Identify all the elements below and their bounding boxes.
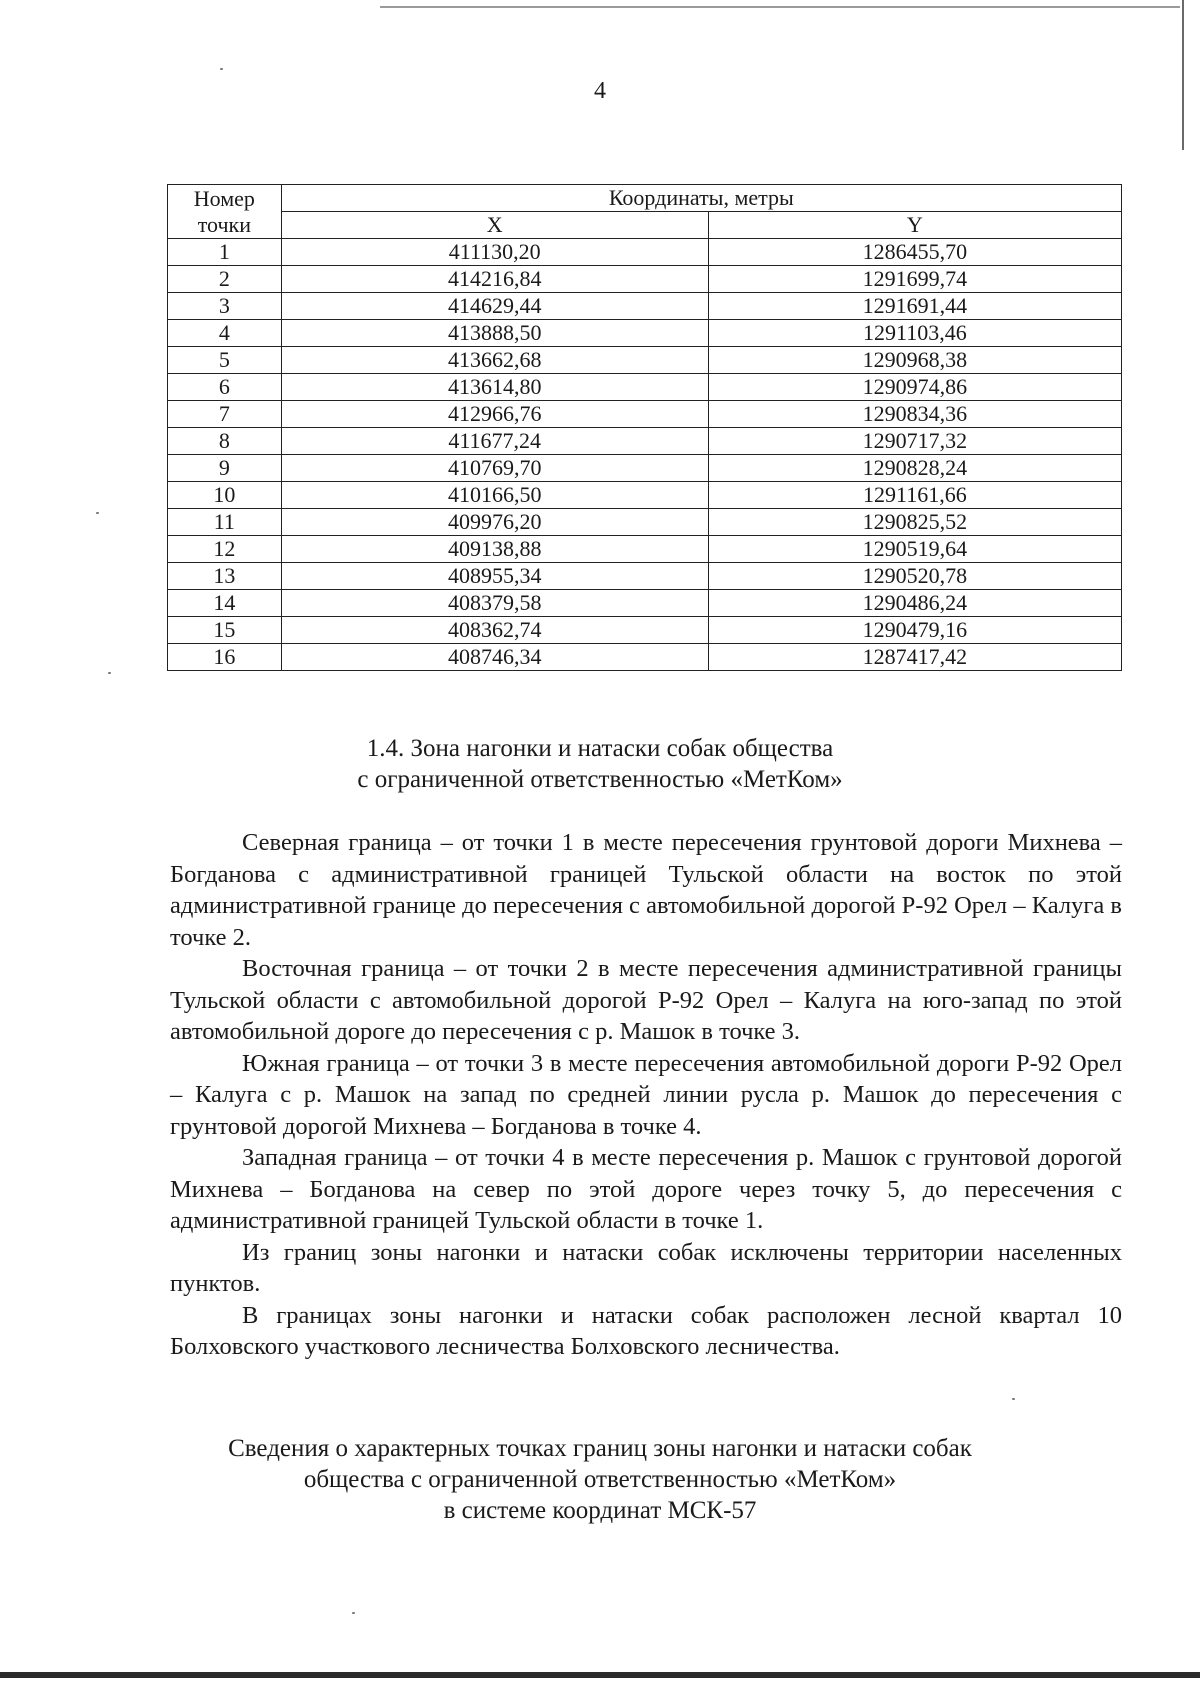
point-number-cell: 10 <box>168 482 282 509</box>
y-coordinate-cell: 1291699,74 <box>708 266 1121 293</box>
table-row <box>168 617 1122 644</box>
x-coordinate-cell: 410769,70 <box>281 455 708 482</box>
footer-heading-line3: в системе координат МСК-57 <box>443 1497 757 1524</box>
footer-heading <box>0 1433 1200 1526</box>
scan-speck <box>108 672 111 674</box>
point-number-cell: 5 <box>168 347 282 374</box>
x-coordinate-cell: 414216,84 <box>281 266 708 293</box>
x-coordinate-cell: 413888,50 <box>281 320 708 347</box>
x-coordinate-cell: 413662,68 <box>281 347 708 374</box>
point-number-cell: 3 <box>168 293 282 320</box>
point-number-cell: 8 <box>168 428 282 455</box>
y-coordinate-cell: 1291103,46 <box>708 320 1121 347</box>
x-coordinate-cell: 408746,34 <box>281 644 708 671</box>
point-number-cell: 7 <box>168 401 282 428</box>
point-number-cell: 13 <box>168 563 282 590</box>
y-coordinate-cell: 1290479,16 <box>708 617 1121 644</box>
paragraph-east-boundary: Восточная граница – от точки 2 в месте пересечения административной границы Тульской области с автомобильной дорогой Р-92 Орел – Калуга на юго-запад по этой автомобильной дороге до пересечения с р. Машок в точке 3. <box>170 955 1122 1045</box>
y-coordinate-cell: 1290828,24 <box>708 455 1121 482</box>
x-coordinate-cell: 409138,88 <box>281 536 708 563</box>
y-coordinate-cell: 1291691,44 <box>708 293 1121 320</box>
scan-edge-top <box>380 6 1180 8</box>
y-coordinate-cell: 1290486,24 <box>708 590 1121 617</box>
y-column-header: Y <box>708 212 1121 239</box>
x-coordinate-cell: 408379,58 <box>281 590 708 617</box>
section-heading-line1: 1.4. Зона нагонки и натаски собак общества <box>366 735 834 762</box>
table-row <box>168 401 1122 428</box>
table-row <box>168 563 1122 590</box>
x-coordinate-cell: 408362,74 <box>281 617 708 644</box>
point-number-header <box>168 185 282 239</box>
y-coordinate-cell: 1286455,70 <box>708 239 1121 266</box>
point-number-cell: 2 <box>168 266 282 293</box>
scan-speck <box>352 1612 355 1614</box>
table-row <box>168 266 1122 293</box>
point-number-cell: 4 <box>168 320 282 347</box>
point-number-cell: 1 <box>168 239 282 266</box>
y-coordinate-cell: 1291161,66 <box>708 482 1121 509</box>
x-coordinate-cell: 414629,44 <box>281 293 708 320</box>
table-header-row <box>168 212 1122 239</box>
point-number-cell: 11 <box>168 509 282 536</box>
point-number-header-line2: точки <box>197 211 251 237</box>
scan-speck <box>1012 1398 1015 1400</box>
boundary-description <box>170 827 1122 1363</box>
table-row <box>168 374 1122 401</box>
x-coordinate-cell: 411677,24 <box>281 428 708 455</box>
section-heading <box>0 733 1200 795</box>
x-coordinate-cell: 409976,20 <box>281 509 708 536</box>
y-coordinate-cell: 1290520,78 <box>708 563 1121 590</box>
paragraph-exclusions: Из границ зоны нагонки и натаски собак исключены территории населенных пунктов. <box>170 1238 1122 1297</box>
table-row <box>168 428 1122 455</box>
paragraph-forest-quarter: В границах зоны нагонки и натаски собак расположен лесной квартал 10 Болховского участкового лесничества Болховского лесничества. <box>170 1301 1122 1360</box>
table-row <box>168 644 1122 671</box>
table-row <box>168 455 1122 482</box>
x-coordinate-cell: 413614,80 <box>281 374 708 401</box>
section-heading-line2: с ограниченной ответственностью «МетКом» <box>357 766 843 793</box>
table-row <box>168 347 1122 374</box>
table-header-row <box>168 185 1122 212</box>
coordinates-group-header: Координаты, метры <box>281 185 1121 212</box>
point-number-cell: 14 <box>168 590 282 617</box>
point-number-cell: 15 <box>168 617 282 644</box>
y-coordinate-cell: 1290717,32 <box>708 428 1121 455</box>
scan-edge-bottom <box>0 1672 1200 1678</box>
paragraph-south-boundary: Южная граница – от точки 3 в месте пересечения автомобильной дороги Р-92 Орел – Калуга с р. Машок на запад по средней линии русла р. Машок до пересечения с грунтовой дорогой Михнева – Богданова в точке 4. <box>170 1049 1122 1140</box>
x-coordinate-cell: 410166,50 <box>281 482 708 509</box>
scan-speck <box>220 68 223 70</box>
scan-edge-right <box>1182 0 1184 150</box>
y-coordinate-cell: 1290834,36 <box>708 401 1121 428</box>
scan-speck <box>96 512 99 514</box>
x-coordinate-cell: 411130,20 <box>281 239 708 266</box>
table-row <box>168 320 1122 347</box>
table-row <box>168 293 1122 320</box>
y-coordinate-cell: 1287417,42 <box>708 644 1121 671</box>
table-row <box>168 590 1122 617</box>
table-row <box>168 239 1122 266</box>
footer-heading-line1: Сведения о характерных точках границ зоны нагонки и натаски собак <box>228 1435 972 1462</box>
x-coordinate-cell: 412966,76 <box>281 401 708 428</box>
point-number-cell: 6 <box>168 374 282 401</box>
table-row <box>168 482 1122 509</box>
point-number-cell: 9 <box>168 455 282 482</box>
x-coordinate-cell: 408955,34 <box>281 563 708 590</box>
y-coordinate-cell: 1290825,52 <box>708 509 1121 536</box>
paragraph-north-boundary: Северная граница – от точки 1 в месте пересечения грунтовой дороги Михнева – Богданова с административной границей Тульской области на восток по этой административной границе до пересечения с автомобильной дорогой Р-92 Орел – Калуга в точке 2. <box>170 829 1122 951</box>
point-number-header-line1: Номер <box>193 185 255 211</box>
coordinates-table <box>167 184 1122 671</box>
y-coordinate-cell: 1290968,38 <box>708 347 1121 374</box>
y-coordinate-cell: 1290974,86 <box>708 374 1121 401</box>
point-number-cell: 12 <box>168 536 282 563</box>
page-number: 4 <box>594 78 606 104</box>
footer-heading-line2: общества с ограниченной ответственностью «МетКом» <box>303 1466 897 1493</box>
x-column-header: X <box>281 212 708 239</box>
paragraph-west-boundary: Западная граница – от точки 4 в месте пересечения р. Машок с грунтовой дорогой Михнева – Богданова на север по этой дороге через точку 5, до пересечения с административной границей Тульской области в точке 1. <box>170 1144 1122 1234</box>
y-coordinate-cell: 1290519,64 <box>708 536 1121 563</box>
table-row <box>168 536 1122 563</box>
point-number-cell: 16 <box>168 644 282 671</box>
table-row <box>168 509 1122 536</box>
